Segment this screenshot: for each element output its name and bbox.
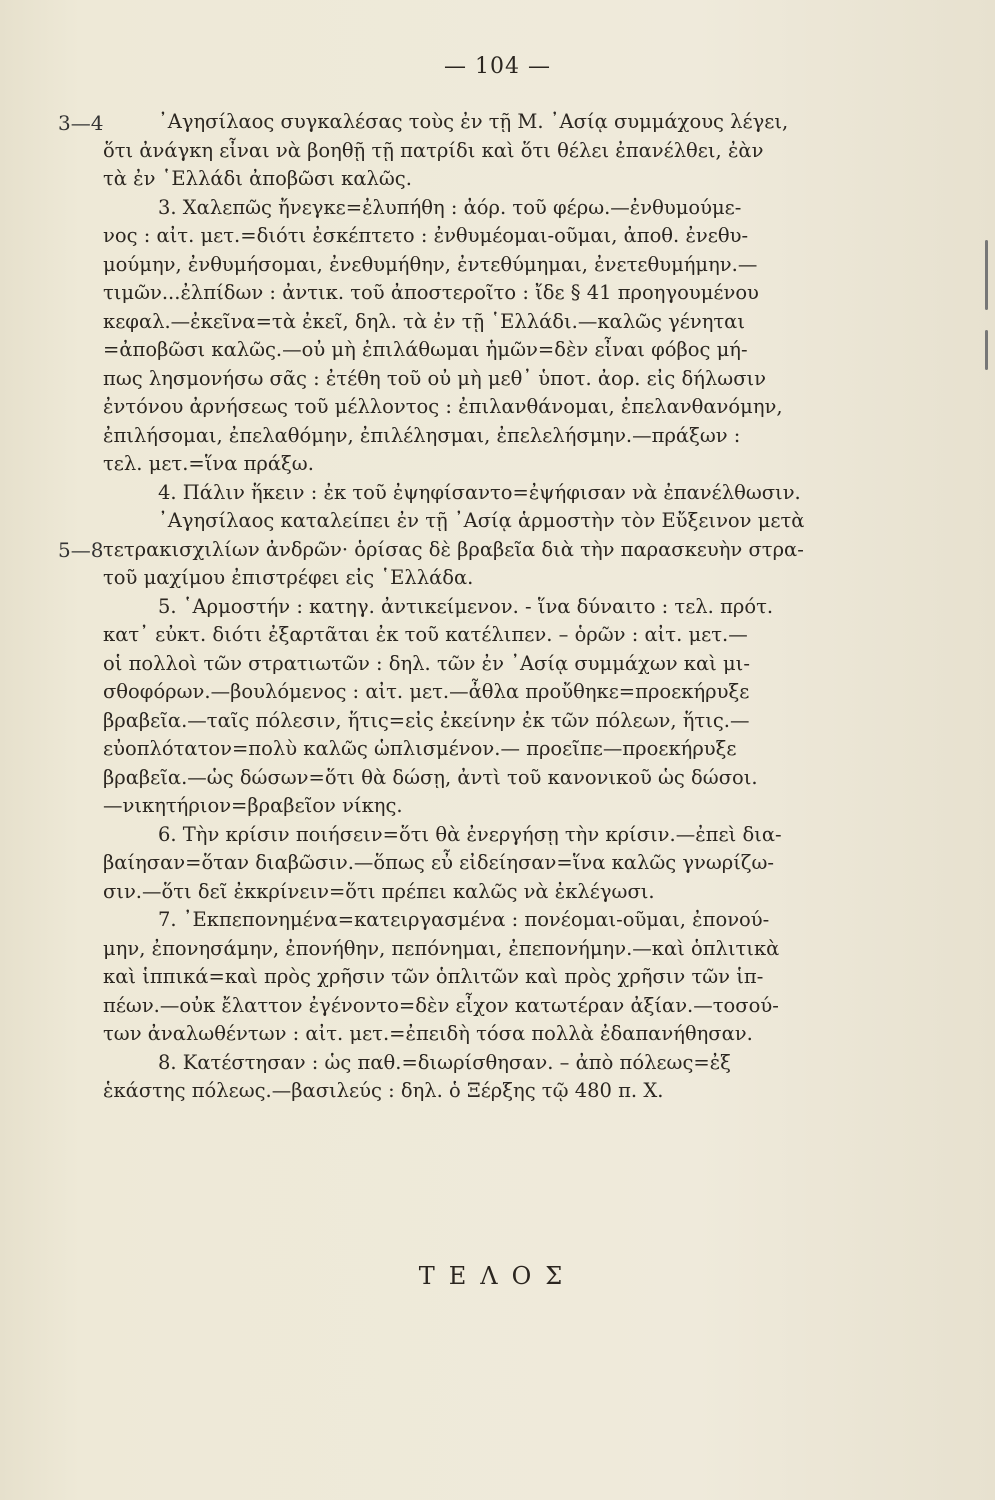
text-line: πως λησμονήσω σᾶς : ἐτέθη τοῦ οὐ μὴ μεθ᾿ ὑποτ. ἀορ. εἰς δήλωσιν	[103, 366, 767, 390]
text-line: τελ. μετ.=ἵνα πράξω.	[103, 452, 314, 475]
text-line: ἑκάστης πόλεως.—βασιλεύς : δηλ. ὁ Ξέρξης τῷ 480 π. Χ.	[103, 1079, 664, 1102]
text-line: ᾿Αγησίλαος καταλείπει ἐν τῇ ᾿Ασίᾳ ἁρμοστὴν τὸν Εὔξεινον μετὰ	[158, 509, 805, 532]
text-line: =ἀποβῶσι καλῶς.—οὐ μὴ ἐπιλάθωμαι ἡμῶν=δὲν εἶναι φόβος μή-	[103, 338, 748, 361]
body-text	[103, 108, 895, 1106]
scan-edge-mark	[985, 240, 988, 310]
text-line: μην, ἐπονησάμην, ἐπονήθην, πεπόνημαι, ἐπεπονήμην.—καὶ ὁπλιτικὰ	[103, 936, 780, 960]
text-line: εὐοπλότατον=πολὺ καλῶς ὡπλισμένον.— προεῖπε—προεκήρυξε	[103, 737, 737, 760]
text-line: μούμην, ἐνθυμήσομαι, ἐνεθυμήθην, ἐντεθύμημαι, ἐνετεθυμήμην.—	[103, 252, 758, 276]
text-line: τετρακισχιλίων ἀνδρῶν· ὁρίσας δὲ βραβεῖα διὰ τὴν παρασκευὴν στρα-	[103, 537, 804, 561]
ending-title: ΤΕΛΟΣ	[418, 1262, 577, 1290]
text-line: —νικητήριον=βραβεῖον νίκης.	[103, 794, 403, 817]
text-line: κατ᾿ εὐκτ. διότι ἐξαρτᾶται ἐκ τοῦ κατέλιπεν. – ὁρῶν : αἰτ. μετ.—	[103, 623, 748, 646]
page-number: — 104 —	[444, 54, 551, 79]
text-line: ᾿Αγησίλαος συγκαλέσας τοὺς ἐν τῇ Μ. ᾿Ασίᾳ συμμάχους λέγει,	[158, 110, 789, 133]
text-line: τοῦ μαχίμου ἐπιστρέφει εἰς ῾Ελλάδα.	[103, 566, 474, 589]
text-line: σθοφόρων.—βουλόμενος : αἰτ. μετ.—ἆθλα προὔθηκε=προεκήρυξε	[103, 680, 750, 703]
text-line: βραβεῖα.—ταῖς πόλεσιν, ἥτις=εἰς ἐκείνην ἐκ τῶν πόλεων, ἥτις.—	[103, 708, 750, 732]
margin-ref-3-4: 3—4	[58, 111, 104, 135]
text-line: ὅτι ἀνάγκη εἶναι νὰ βοηθῇ τῇ πατρίδι καὶ ὅτι θέλει ἐπανέλθει, ἐὰν	[103, 138, 764, 162]
text-line: τὰ ἐν ῾Ελλάδι ἀποβῶσι καλῶς.	[103, 167, 412, 190]
text-line: 3. Χαλεπῶς ἤνεγκε=ἐλυπήθη : ἀόρ. τοῦ φέρω.—ἐνθυμούμε-	[158, 195, 742, 219]
text-line: βαίησαν=ὅταν διαβῶσιν.—ὅπως εὖ εἰδείησαν=ἵνα καλῶς γνωρίζω-	[103, 851, 774, 874]
text-line: πέων.—οὐκ ἔλαττον ἐγένοντο=δὲν εἶχον κατωτέραν ἀξίαν.—τοσού-	[103, 993, 779, 1017]
text-line: 6. Τὴν κρίσιν ποιήσειν=ὅτι θὰ ἐνεργήσῃ τὴν κρίσιν.—ἐπεὶ δια-	[158, 822, 782, 846]
text-line: νος : αἰτ. μετ.=διότι ἐσκέπτετο : ἐνθυμέομαι-οῦμαι, ἀποθ. ἐνεθυ-	[103, 224, 749, 247]
text-line: βραβεῖα.—ὡς δώσων=ὅτι θὰ δώσῃ, ἀντὶ τοῦ κανονικοῦ ὡς δώσοι.	[103, 765, 758, 789]
text-line: 4. Πάλιν ἥκειν : ἐκ τοῦ ἐψηφίσαντο=ἐψήφισαν νὰ ἐπανέλθωσιν.	[158, 480, 801, 504]
scan-edge-mark	[985, 330, 988, 370]
text-line: 7. ᾿Εκπεπονημένα=κατειργασμένα : πονέομαι-οῦμαι, ἐπονού-	[158, 908, 770, 931]
text-line: τιμῶν...ἐλπίδων : ἀντικ. τοῦ ἀποστεροῖτο : ἴδε § 41 προηγουμένου	[103, 281, 759, 304]
text-line: καὶ ἱππικά=καὶ πρὸς χρῆσιν τῶν ὁπλιτῶν καὶ πρὸς χρῆσιν τῶν ἱπ-	[103, 965, 764, 988]
text-line: σιν.—ὅτι δεῖ ἐκκρίνειν=ὅτι πρέπει καλῶς νὰ ἐκλέγωσι.	[103, 879, 655, 903]
text-line: των ἀναλωθέντων : αἰτ. μετ.=ἐπειδὴ τόσα πολλὰ ἐδαπανήθησαν.	[103, 1022, 753, 1045]
text-line: ἐντόνου ἀρνήσεως τοῦ μέλλοντος : ἐπιλανθάνομαι, ἐπελανθανόμην,	[103, 395, 783, 418]
text-line: ἐπιλήσομαι, ἐπελαθόμην, ἐπιλέλησμαι, ἐπελελήσμην.—πράξων :	[103, 423, 741, 447]
text-line: 5. ῾Αρμοστήν : κατηγ. ἀντικείμενον. - ἵνα δύναιτο : τελ. πρότ.	[158, 594, 774, 618]
text-line: οἱ πολλοὶ τῶν στρατιωτῶν : δηλ. τῶν ἐν ᾿Ασίᾳ συμμάχων καὶ μι-	[103, 651, 750, 675]
text-line: κεφαλ.—ἐκεῖνα=τὰ ἐκεῖ, δηλ. τὰ ἐν τῇ ῾Ελλάδι.—καλῶς γένηται	[103, 309, 745, 333]
margin-ref-5-8: 5—8	[58, 538, 104, 562]
text-line: 8. Κατέστησαν : ὡς παθ.=διωρίσθησαν. – ἀπὸ πόλεως=ἐξ	[158, 1050, 731, 1074]
